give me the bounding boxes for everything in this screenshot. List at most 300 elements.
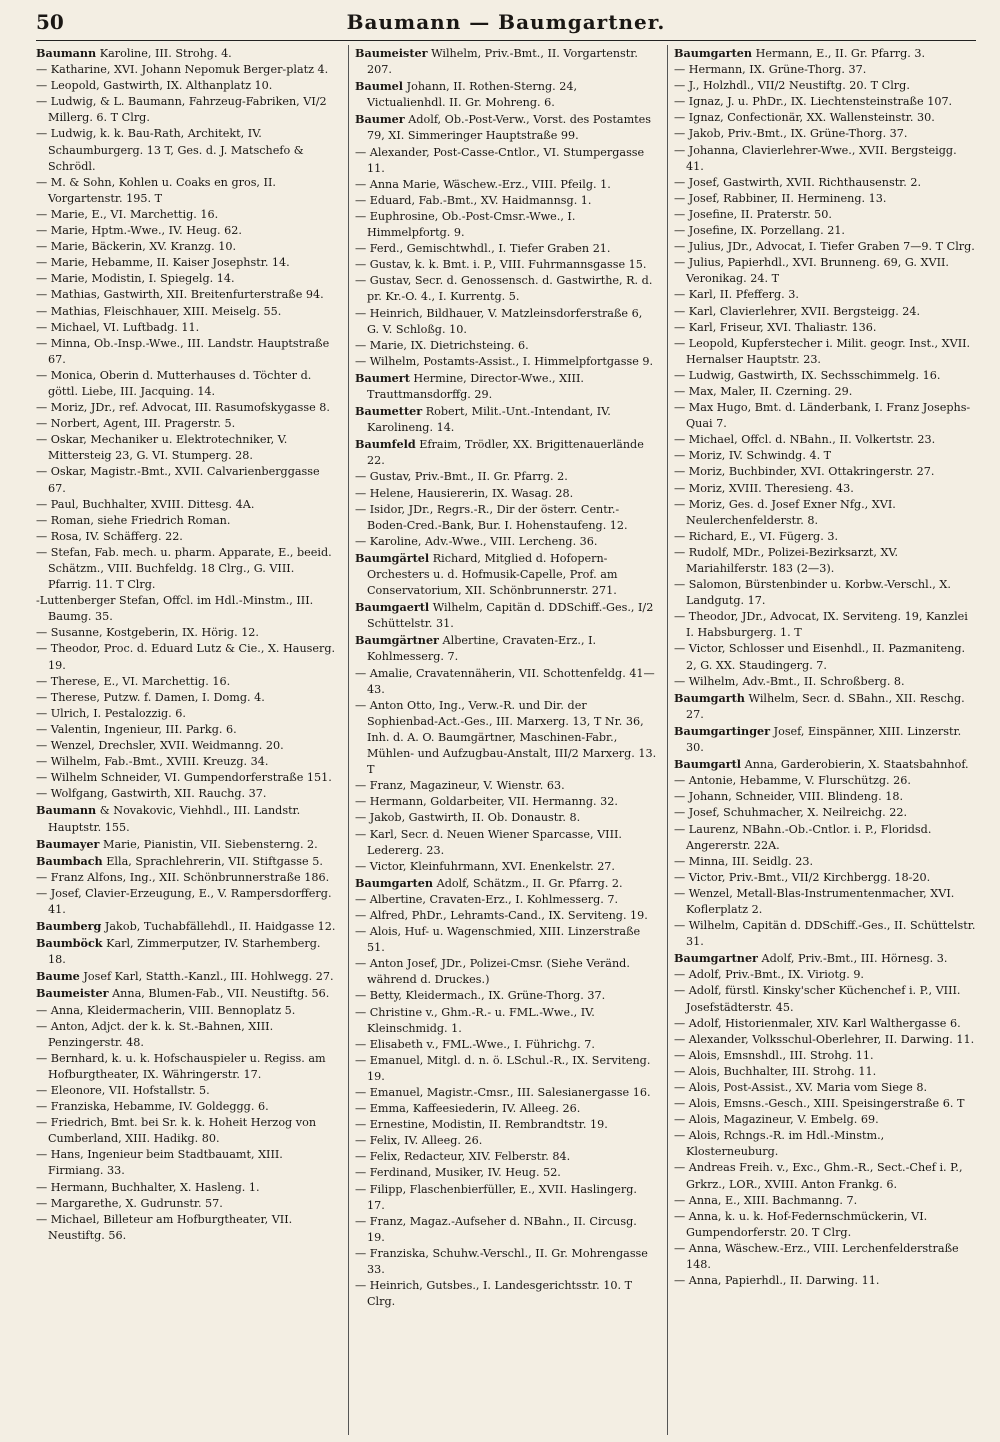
entry-text: — Euphrosine, Ob.-Post-Cmsr.-Wwe., I. Himmelpfortg. 9. <box>355 209 576 240</box>
directory-entry <box>36 968 338 985</box>
entry-text: — Marie, Modistin, I. Spiegelg. 14. <box>36 272 235 286</box>
entry-text: -Luttenberger Stefan, Offcl. im Hdl.-Minstm., III. Baumg. 35. <box>36 594 314 624</box>
entry-text: — Franz, Magaz.-Aufseher d. NBahn., II. Circusg. 19. <box>355 1214 637 1244</box>
entry-text: — Moriz, Buchbinder, XVI. Ottakringerstr. 27. <box>674 465 935 479</box>
entry-text: — Karoline, Adv.-Wwe., VIII. Lercheng. 36. <box>355 534 598 548</box>
entry-text: & Novakovic, Viehhdl., III. Landstr. Hauptstr. 155. <box>48 804 301 834</box>
entry-text: — Alois, Rchngs.-R. im Hdl.-Minstm., Klosterneuburg. <box>674 1129 885 1159</box>
directory-entry <box>36 239 338 255</box>
column-right <box>667 45 976 1435</box>
entry-text: Wilhelm, Secr. d. SBahn., XII. Reschg. 27. <box>686 691 965 721</box>
directory-entry <box>674 950 976 967</box>
entry-text: Anna, Blumen-Fab., VII. Neustiftg. 56. <box>112 987 330 1001</box>
entry-text: — Gustav, Priv.-Bmt., II. Gr. Pfarrg. 2. <box>355 470 568 484</box>
directory-entry <box>674 641 976 673</box>
entry-text: — Gustav, k. k. Bmt. i. P., VIII. Fuhrmannsgasse 15. <box>355 258 647 272</box>
entry-surname: Baumayer <box>36 836 100 851</box>
entry-text: Hermann, E., II. Gr. Pfarrg. 3. <box>755 47 926 60</box>
directory-entry <box>36 754 338 770</box>
entry-text: — Eduard, Fab.-Bmt., XV. Haidmannsg. 1. <box>355 193 592 207</box>
entry-text: — Rosa, IV. Schäfferg. 22. <box>36 529 183 543</box>
directory-entry <box>36 126 338 174</box>
entry-text: — Alois, Magazineur, V. Embelg. 69. <box>674 1113 879 1127</box>
directory-entry <box>355 924 657 956</box>
entry-text: — Alois, Huf- u. Wagenschmied, XIII. Linzerstraße 51. <box>355 925 641 955</box>
entry-text: — Emanuel, Mitgl. d. n. ö. LSchul.-R., IX. Serviteng. 19. <box>355 1053 651 1083</box>
entry-surname: Baumann <box>36 46 97 60</box>
entry-text: — Valentin, Ingenieur, III. Parkg. 6. <box>36 722 237 736</box>
directory-entry <box>355 273 657 305</box>
directory-entry <box>36 497 338 513</box>
entry-text: — Therese, Putzw. f. Damen, I. Domg. 4. <box>36 690 265 704</box>
entry-text: Josef Karl, Statth.-Kanzl., III. Hohlwegg. 27. <box>83 970 334 984</box>
entry-text: — Jakob, Gastwirth, II. Ob. Donaustr. 8. <box>355 811 581 825</box>
directory-entry <box>36 529 338 545</box>
entry-text: — Moriz, Ges. d. Josef Exner Nfg., XVI. Neulerchenfelderstr. 8. <box>674 497 896 527</box>
entry-text: — Therese, E., VI. Marchettig. 16. <box>36 674 231 688</box>
entry-text: — Ludwig, k. k. Bau-Rath, Architekt, IV. Schaumburgerg. 13 T, Ges. d. J. Matschefo & Schrödl. <box>36 127 304 173</box>
directory-entry <box>674 1193 976 1209</box>
entry-text: — Marie, IX. Dietrichsteing. 6. <box>355 338 529 352</box>
entry-surname: Baumgärtel <box>355 550 430 565</box>
directory-entry <box>355 193 657 209</box>
entry-text: — Anna, k. u. k. Hof-Federnschmückerin, VI. Gumpendorferstr. 20. T Clrg. <box>674 1209 928 1239</box>
entry-text: — Julius, JDr., Advocat, I. Tiefer Graben 7—9. T Clrg. <box>674 240 975 254</box>
entry-text: Ella, Sprachlehrerin, VII. Stiftgasse 5. <box>106 854 323 868</box>
directory-entry <box>355 1117 657 1133</box>
entry-text: — Victor, Kleinfuhrmann, XVI. Enenkelstr. 27. <box>355 859 615 873</box>
entry-text: — Alexander, Post-Casse-Cntlor., VI. Stumpergasse 11. <box>355 145 645 175</box>
entry-surname: Baumgartl <box>674 757 742 772</box>
entry-text: Adolf, Priv.-Bmt., III. Hörnesg. 3. <box>761 952 948 966</box>
directory-entry <box>674 400 976 432</box>
entry-text: — Josef, Clavier-Erzeugung, E., V. Rampersdorfferg. 41. <box>36 886 332 916</box>
directory-entry <box>674 320 976 336</box>
directory-entry <box>674 690 976 723</box>
entry-text: — Felix, Redacteur, XIV. Felberstr. 84. <box>355 1150 571 1164</box>
entry-text: — Josefine, IX. Porzellang. 21. <box>674 224 845 238</box>
entry-text: — Julius, Papierhdl., XVI. Brunneng. 69, G. XVII. Veronikag. 24. T <box>674 256 949 286</box>
directory-entry <box>355 892 657 908</box>
entry-text: — Ernestine, Modistin, II. Rembrandtstr. 19. <box>355 1118 608 1132</box>
directory-entry <box>355 908 657 924</box>
entry-text: Wilhelm, Capitän d. DDSchiff.-Ges., I/2 Schüttelstr. 31. <box>367 601 654 631</box>
entry-text: — Felix, IV. Alleeg. 26. <box>355 1134 483 1148</box>
directory-entry <box>36 1147 338 1179</box>
directory-entry <box>355 1182 657 1214</box>
entry-surname: Baumgarth <box>674 690 745 705</box>
directory-entry <box>355 209 657 241</box>
entry-text: — Alexander, Volksschul-Oberlehrer, II. Darwing. 11. <box>674 1032 975 1046</box>
directory-entry <box>674 384 976 400</box>
directory-entry <box>36 802 338 835</box>
entry-text: — Wilhelm, Capitän d. DDSchiff.-Ges., II. Schüttelstr. 31. <box>674 919 976 949</box>
directory-entry <box>674 723 976 756</box>
directory-entry <box>36 175 338 207</box>
entry-text: — Emma, Kaffeesiederin, IV. Alleeg. 26. <box>355 1102 581 1116</box>
entry-text: — Filipp, Flaschenbierfüller, E., XVII. Haslingerg. 17. <box>355 1182 637 1212</box>
directory-entry <box>355 502 657 534</box>
directory-entry <box>355 988 657 1004</box>
directory-entry <box>36 706 338 722</box>
entry-text: — Mathias, Fleischhauer, XIII. Meiselg. 55. <box>36 304 282 318</box>
directory-entry <box>36 513 338 529</box>
entry-text: — Laurenz, NBahn.-Ob.-Cntlor. i. P., Floridsd. Angererstr. 22A. <box>674 822 932 852</box>
entry-text: Hermine, Director-Wwe., XIII. Trauttmansdorffg. 29. <box>367 371 584 401</box>
entry-text: — Roman, siehe Friedrich Roman. <box>36 513 231 527</box>
entry-surname: Baumgartinger <box>674 723 771 738</box>
entry-text: Johann, II. Rothen-Sterng. 24, Victualienhdl. II. Gr. Mohreng. 6. <box>367 80 578 110</box>
directory-entry <box>36 1099 338 1115</box>
entry-text: Josef, Einspänner, XIII. Linzerstr. 30. <box>686 724 962 755</box>
entry-text: — Emanuel, Magistr.-Cmsr., III. Salesianergasse 16. <box>355 1086 651 1099</box>
directory-entry <box>355 1133 657 1149</box>
directory-entry <box>355 45 657 78</box>
directory-entry <box>674 822 976 854</box>
directory-entry <box>674 336 976 368</box>
directory-entry <box>36 207 338 223</box>
directory-entry <box>674 918 976 950</box>
directory-entry <box>355 875 657 892</box>
directory-entry <box>355 1101 657 1117</box>
entry-text: — Anna, Papierhdl., II. Darwing. 11. <box>674 1274 880 1288</box>
directory-entry <box>674 1048 976 1064</box>
directory-entry <box>355 1214 657 1246</box>
directory-entry <box>36 78 338 94</box>
directory-entry <box>355 1037 657 1053</box>
directory-entry <box>674 756 976 773</box>
entry-text: — Franz Alfons, Ing., XII. Schönbrunnerstraße 186. <box>36 870 330 884</box>
entry-surname: Baumeister <box>355 46 428 60</box>
entry-surname: Baumel <box>355 79 404 94</box>
entry-text: — Victor, Priv.-Bmt., VII/2 Kirchbergg. 18-20. <box>674 870 931 884</box>
directory-entry <box>355 698 657 778</box>
entry-text: — Ulrich, I. Pestalozzig. 6. <box>36 706 186 720</box>
directory-entry <box>674 1064 976 1080</box>
entry-text: — Marie, Bäckerin, XV. Kranzg. 10. <box>36 240 237 254</box>
column-left <box>36 45 338 1435</box>
directory-entry <box>36 1051 338 1083</box>
directory-entry <box>36 625 338 641</box>
directory-entry <box>36 368 338 400</box>
directory-entry <box>36 1212 338 1244</box>
entry-text: — Elisabeth v., FML.-Wwe., I. Führichg. 7. <box>355 1037 595 1051</box>
directory-entry <box>355 338 657 354</box>
entry-surname: Baumfeld <box>355 437 416 452</box>
directory-entry <box>674 1096 976 1112</box>
entry-text: — Theodor, JDr., Advocat, IX. Serviteng. 19, Kanzlei I. Habsburgerg. 1. T <box>674 610 968 640</box>
directory-entry <box>355 111 657 144</box>
entry-text: — Alfred, PhDr., Lehramts-Cand., IX. Serviteng. 19. <box>355 908 648 922</box>
directory-entry <box>355 1149 657 1165</box>
directory-entry <box>36 45 338 62</box>
directory-entry <box>674 967 976 983</box>
entry-text: — Karl, II. Pfefferg. 3. <box>674 288 799 302</box>
directory-entry <box>674 1032 976 1048</box>
entry-text: — Anton Josef, JDr., Polizei-Cmsr. (Siehe Veränd. während d. Druckes.) <box>355 957 630 987</box>
entry-text: — Alois, Emsns.-Gesch., XIII. Speisingerstraße 6. T <box>674 1097 965 1111</box>
directory-entry <box>674 1128 976 1160</box>
entry-surname: Baumgärtner <box>355 633 439 648</box>
directory-entry <box>355 810 657 826</box>
entry-text: — Marie, Hebamme, II. Kaiser Josephstr. 14. <box>36 256 290 270</box>
entry-text: — Wenzel, Metall-Blas-Instrumentenmacher, XVI. Koflerplatz 2. <box>674 886 955 916</box>
entry-surname: Baumgartner <box>674 951 758 966</box>
entry-text: — Adolf, Historienmaler, XIV. Karl Walthergasse 6. <box>674 1016 961 1030</box>
directory-entry <box>36 223 338 239</box>
entry-text: — Michael, VI. Luftbadg. 11. <box>36 320 200 334</box>
directory-entry <box>355 1278 657 1310</box>
directory-entry <box>674 368 976 384</box>
entry-text: — Wilhelm, Postamts-Assist., I. Himmelpfortgasse 9. <box>355 354 654 368</box>
entry-text: — Ludwig, & L. Baumann, Fahrzeug-Fabriken, VI/2 Millerg. 6. T Clrg. <box>36 95 327 125</box>
directory-columns <box>36 45 976 1435</box>
entry-text: — Betty, Kleidermach., IX. Grüne-Thorg. 37. <box>355 989 606 1003</box>
entry-text: — Rudolf, MDr., Polizei-Bezirksarzt, XV. Mariahilferstr. 183 (2—3). <box>674 545 899 575</box>
directory-entry <box>355 534 657 550</box>
directory-entry <box>355 666 657 698</box>
directory-entry <box>674 886 976 918</box>
entry-text: — Hermann, Buchhalter, X. Hasleng. 1. <box>36 1180 260 1194</box>
entry-text: — Anna, Kleidermacherin, VIII. Bennoplatz 5. <box>36 1003 296 1017</box>
directory-entry <box>355 794 657 810</box>
entry-text: — Ignaz, J. u. PhDr., IX. Liechtensteinstraße 107. <box>674 95 953 109</box>
directory-entry <box>674 1080 976 1096</box>
entry-text: Albertine, Cravaten-Erz., I. Kohlmesserg. 7. <box>367 634 597 664</box>
directory-entry <box>36 1019 338 1051</box>
entry-text: — Heinrich, Bildhauer, V. Matzleinsdorferstraße 6, G. V. Schloßg. 10. <box>355 306 643 336</box>
directory-entry <box>674 287 976 303</box>
directory-entry <box>355 436 657 469</box>
directory-entry <box>674 304 976 320</box>
directory-entry <box>674 854 976 870</box>
directory-entry <box>355 1246 657 1278</box>
directory-entry <box>674 577 976 609</box>
entry-surname: Baumgarten <box>674 46 753 60</box>
directory-entry <box>355 145 657 177</box>
directory-entry <box>36 853 338 870</box>
entry-text: — Franz, Magazineur, V. Wienstr. 63. <box>355 779 565 793</box>
directory-entry <box>355 1165 657 1181</box>
directory-entry <box>674 45 976 62</box>
directory-entry <box>355 486 657 502</box>
entry-text: — Alois, Buchhalter, III. Strohg. 11. <box>674 1064 877 1078</box>
directory-entry <box>36 1115 338 1147</box>
entry-text: — Josef, Gastwirth, XVII. Richthausenstr. 2. <box>674 175 922 189</box>
directory-entry <box>36 400 338 416</box>
entry-surname: Baumböck <box>36 936 103 951</box>
directory-entry <box>36 738 338 754</box>
entry-text: — Margarethe, X. Gudrunstr. 57. <box>36 1196 223 1210</box>
entry-text: — Marie, Hptm.-Wwe., IV. Heug. 62. <box>36 224 242 238</box>
directory-entry <box>36 287 338 303</box>
entry-text: Richard, Mitglied d. Hofopern-Orchesters u. d. Hofmusik-Capelle, Prof. am Conservatorium, XII. Schönbrunnerstr. 271. <box>367 551 618 598</box>
directory-entry <box>674 1241 976 1273</box>
directory-entry <box>36 304 338 320</box>
directory-entry <box>36 416 338 432</box>
directory-entry <box>36 432 338 464</box>
directory-entry <box>355 827 657 859</box>
entry-text: — Christine v., Ghm.-R.- u. FML.-Wwe., IV. Kleinschmidg. 1. <box>355 1005 595 1035</box>
directory-entry <box>36 271 338 287</box>
directory-entry <box>674 529 976 545</box>
entry-text: — Isidor, JDr., Regrs.-R., Dir der österr. Centr.-Boden-Cred.-Bank, Bur. I. Hohenstaufeng. 12. <box>355 502 628 532</box>
directory-entry <box>674 110 976 126</box>
entry-text: — Albertine, Cravaten-Erz., I. Kohlmesserg. 7. <box>355 892 619 906</box>
entry-text: — Ferdinand, Musiker, IV. Heug. 52. <box>355 1166 561 1180</box>
entry-surname: Baumgaertl <box>355 600 430 615</box>
entry-text: — Wolfgang, Gastwirth, XII. Rauchg. 37. <box>36 787 267 801</box>
directory-entry <box>36 320 338 336</box>
directory-entry <box>36 870 338 886</box>
entry-text: — Karl, Clavierlehrer, XVII. Bergsteigg. 24. <box>674 304 921 318</box>
entry-text: — Andreas Freih. v., Exc., Ghm.-R., Sect.-Chef i. P., Grkrz., LOR., XVIII. Anton Frankg. 6. <box>674 1161 963 1191</box>
directory-entry <box>36 918 338 935</box>
entry-text: — Moriz, JDr., ref. Advocat, III. Rasumofskygasse 8. <box>36 401 330 415</box>
page-header <box>36 10 976 41</box>
entry-text: — Anna, Wäschew.-Erz., VIII. Lerchenfelderstraße 148. <box>674 1241 959 1272</box>
directory-entry <box>674 432 976 448</box>
entry-text: — Heinrich, Gutsbes., I. Landesgerichtsstr. 10. T Clrg. <box>355 1279 633 1309</box>
entry-text: — Johanna, Clavierlehrer-Wwe., XVII. Bergsteigg. 41. <box>674 143 957 173</box>
entry-text: — M. & Sohn, Kohlen u. Coaks en gros, II. Vorgartenstr. 195. T <box>36 175 276 205</box>
entry-text: — Amalie, Cravatennäherin, VII. Schottenfeldg. 41—43. <box>355 666 655 696</box>
directory-entry <box>355 1085 657 1101</box>
directory-entry <box>355 370 657 403</box>
entry-text: — Minna, III. Seidlg. 23. <box>674 854 814 868</box>
directory-entry <box>36 1083 338 1099</box>
entry-text: — J., Holzhdl., VII/2 Neustiftg. 20. T Clrg. <box>674 79 910 93</box>
entry-surname: Baumann <box>36 803 97 818</box>
directory-entry <box>36 62 338 78</box>
directory-entry <box>36 674 338 690</box>
entry-surname: Baume <box>36 969 80 984</box>
directory-entry <box>355 469 657 485</box>
entry-text: — Adolf, fürstl. Kinsky'scher Küchenchef i. P., VIII. Josefstädterstr. 45. <box>674 984 961 1014</box>
entry-text: — Gustav, Secr. d. Genossensch. d. Gastwirthe, R. d. pr. Kr.-O. 4., I. Kurrentg. 5. <box>355 274 653 304</box>
directory-entry <box>36 786 338 802</box>
directory-entry <box>674 255 976 287</box>
entry-text: — Ferd., Gemischtwhdl., I. Tiefer Graben 21. <box>355 242 611 256</box>
entry-text: — Johann, Schneider, VIII. Blindeng. 18. <box>674 790 903 804</box>
directory-entry <box>674 609 976 641</box>
entry-text: — Karl, Friseur, XVI. Thaliastr. 136. <box>674 320 877 334</box>
directory-entry <box>674 175 976 191</box>
entry-text: — Wilhelm Schneider, VI. Gumpendorferstraße 151. <box>36 771 332 785</box>
entry-text: — Karl, Secr. d. Neuen Wiener Sparcasse, VIII. Ledererg. 23. <box>355 827 622 857</box>
directory-entry <box>674 464 976 480</box>
entry-text: — Marie, E., VI. Marchettig. 16. <box>36 207 219 221</box>
directory-entry <box>36 94 338 126</box>
entry-text: Anna, Garderobierin, X. Staatsbahnhof. <box>744 758 969 772</box>
entry-text: Robert, Milit.-Unt.-Intendant, IV. Karolineng. 14. <box>367 405 611 435</box>
directory-entry <box>674 62 976 78</box>
entry-text: Adolf, Schätzm., II. Gr. Pfarrg. 2. <box>436 876 623 890</box>
directory-entry <box>355 599 657 632</box>
directory-entry <box>674 1209 976 1241</box>
entry-text: — Josefine, II. Praterstr. 50. <box>674 207 832 221</box>
entry-surname: Baumetter <box>355 404 423 419</box>
entry-text: — Hermann, IX. Grüne-Thorg. 37. <box>674 63 867 77</box>
entry-text: — Oskar, Magistr.-Bmt., XVII. Calvarienberggasse 67. <box>36 465 320 495</box>
entry-surname: Baumert <box>355 370 410 385</box>
directory-entry <box>355 257 657 273</box>
entry-text: Karoline, III. Strohg. 4. <box>99 47 232 60</box>
directory-entry <box>355 354 657 370</box>
entry-text: — Adolf, Priv.-Bmt., IX. Viriotg. 9. <box>674 968 864 982</box>
directory-entry <box>36 836 338 853</box>
entry-text: — Michael, Billeteur am Hofburgtheater, VII. Neustiftg. 56. <box>36 1212 293 1242</box>
entry-surname: Baumeister <box>36 986 109 1001</box>
entry-text: — Max, Maler, II. Czerning. 29. <box>674 384 853 398</box>
entry-text: — Katharine, XVI. Johann Nepomuk Berger-platz 4. <box>36 63 329 77</box>
directory-entry <box>355 550 657 599</box>
entry-text: — Richard, E., VI. Fügerg. 3. <box>674 529 838 543</box>
page-number: 50 <box>36 10 64 34</box>
directory-entry <box>355 1005 657 1037</box>
entry-text: Wilhelm, Priv.-Bmt., II. Vorgartenstr. 207. <box>367 47 638 77</box>
entry-text: Efraim, Trödler, XX. Brigittenauerlände 22. <box>367 438 644 468</box>
entry-text: — Franziska, Schuhw.-Verschl., II. Gr. Mohrengasse 33. <box>355 1246 648 1277</box>
entry-text: — Victor, Schlosser und Eisenhdl., II. Pazmaniteng. 2, G. XX. Staudingerg. 7. <box>674 642 966 672</box>
entry-text: — Anna Marie, Wäschew.-Erz., VIII. Pfeilg. 1. <box>355 177 611 191</box>
entry-surname: Baumberg <box>36 919 102 934</box>
entry-text: — Max Hugo, Bmt. d. Länderbank, I. Franz Josephs-Quai 7. <box>674 401 971 431</box>
directory-entry <box>674 870 976 886</box>
entry-text: — Leopold, Kupferstecher i. Milit. geogr. Inst., XVII. Hernalser Hauptstr. 23. <box>674 336 971 366</box>
entry-text: — Bernhard, k. u. k. Hofschauspieler u. Regiss. am Hofburgtheater, IX. Währingerstr. 17. <box>36 1051 326 1081</box>
directory-entry <box>355 632 657 665</box>
directory-entry <box>674 789 976 805</box>
entry-text: — Jakob, Priv.-Bmt., IX. Grüne-Thorg. 37. <box>674 127 908 141</box>
entry-text: Adolf, Ob.-Post-Verw., Vorst. des Postamtes 79, XI. Simmeringer Hauptstraße 99. <box>367 113 652 143</box>
directory-entry <box>355 859 657 875</box>
directory-entry <box>355 403 657 436</box>
directory-entry <box>36 641 338 673</box>
entry-text: — Norbert, Agent, III. Pragerstr. 5. <box>36 417 236 431</box>
entry-text: — Hermann, Goldarbeiter, VII. Hermanng. 32. <box>355 795 618 809</box>
entry-text: — Hans, Ingenieur beim Stadtbauamt, XIII. Firmiang. 33. <box>36 1148 283 1178</box>
directory-entry <box>36 1003 338 1019</box>
directory-entry <box>355 241 657 257</box>
entry-surname: Baumgarten <box>355 875 434 890</box>
directory-entry <box>674 207 976 223</box>
directory-entry <box>36 1196 338 1212</box>
entry-text: — Anton, Adjct. der k. k. St.-Bahnen, XIII. Penzingerstr. 48. <box>36 1019 274 1049</box>
entry-text: — Josef, Rabbiner, II. Hermineng. 13. <box>674 191 887 205</box>
directory-entry <box>674 1016 976 1032</box>
entry-text: — Franziska, Hebamme, IV. Goldeggg. 6. <box>36 1100 269 1114</box>
entry-text: — Paul, Buchhalter, XVIII. Dittesg. 4A. <box>36 497 255 511</box>
entry-text: Jakob, Tuchabfällehdl., II. Haidgasse 12. <box>104 920 336 934</box>
directory-entry <box>674 1273 976 1289</box>
directory-entry <box>36 336 338 368</box>
entry-text: — Theodor, Proc. d. Eduard Lutz & Cie., X. Hauserg. 19. <box>36 642 336 672</box>
directory-entry <box>36 722 338 738</box>
entry-text: — Mathias, Gastwirth, XII. Breitenfurterstraße 94. <box>36 288 324 302</box>
directory-entry <box>674 223 976 239</box>
directory-entry <box>36 690 338 706</box>
entry-text: — Moriz, XVIII. Theresieng. 43. <box>674 481 854 495</box>
directory-entry <box>674 773 976 789</box>
entry-text: — Susanne, Kostgeberin, IX. Hörig. 12. <box>36 626 259 640</box>
entry-text: — Wilhelm, Adv.-Bmt., II. Schroßberg. 8. <box>674 674 905 688</box>
directory-entry <box>36 985 338 1002</box>
directory-entry <box>674 191 976 207</box>
entry-text: — Minna, Ob.-Insp.-Wwe., III. Landstr. Hauptstraße 67. <box>36 336 330 366</box>
entry-text: Marie, Pianistin, VII. Siebensterng. 2. <box>103 837 318 851</box>
directory-entry <box>674 545 976 577</box>
